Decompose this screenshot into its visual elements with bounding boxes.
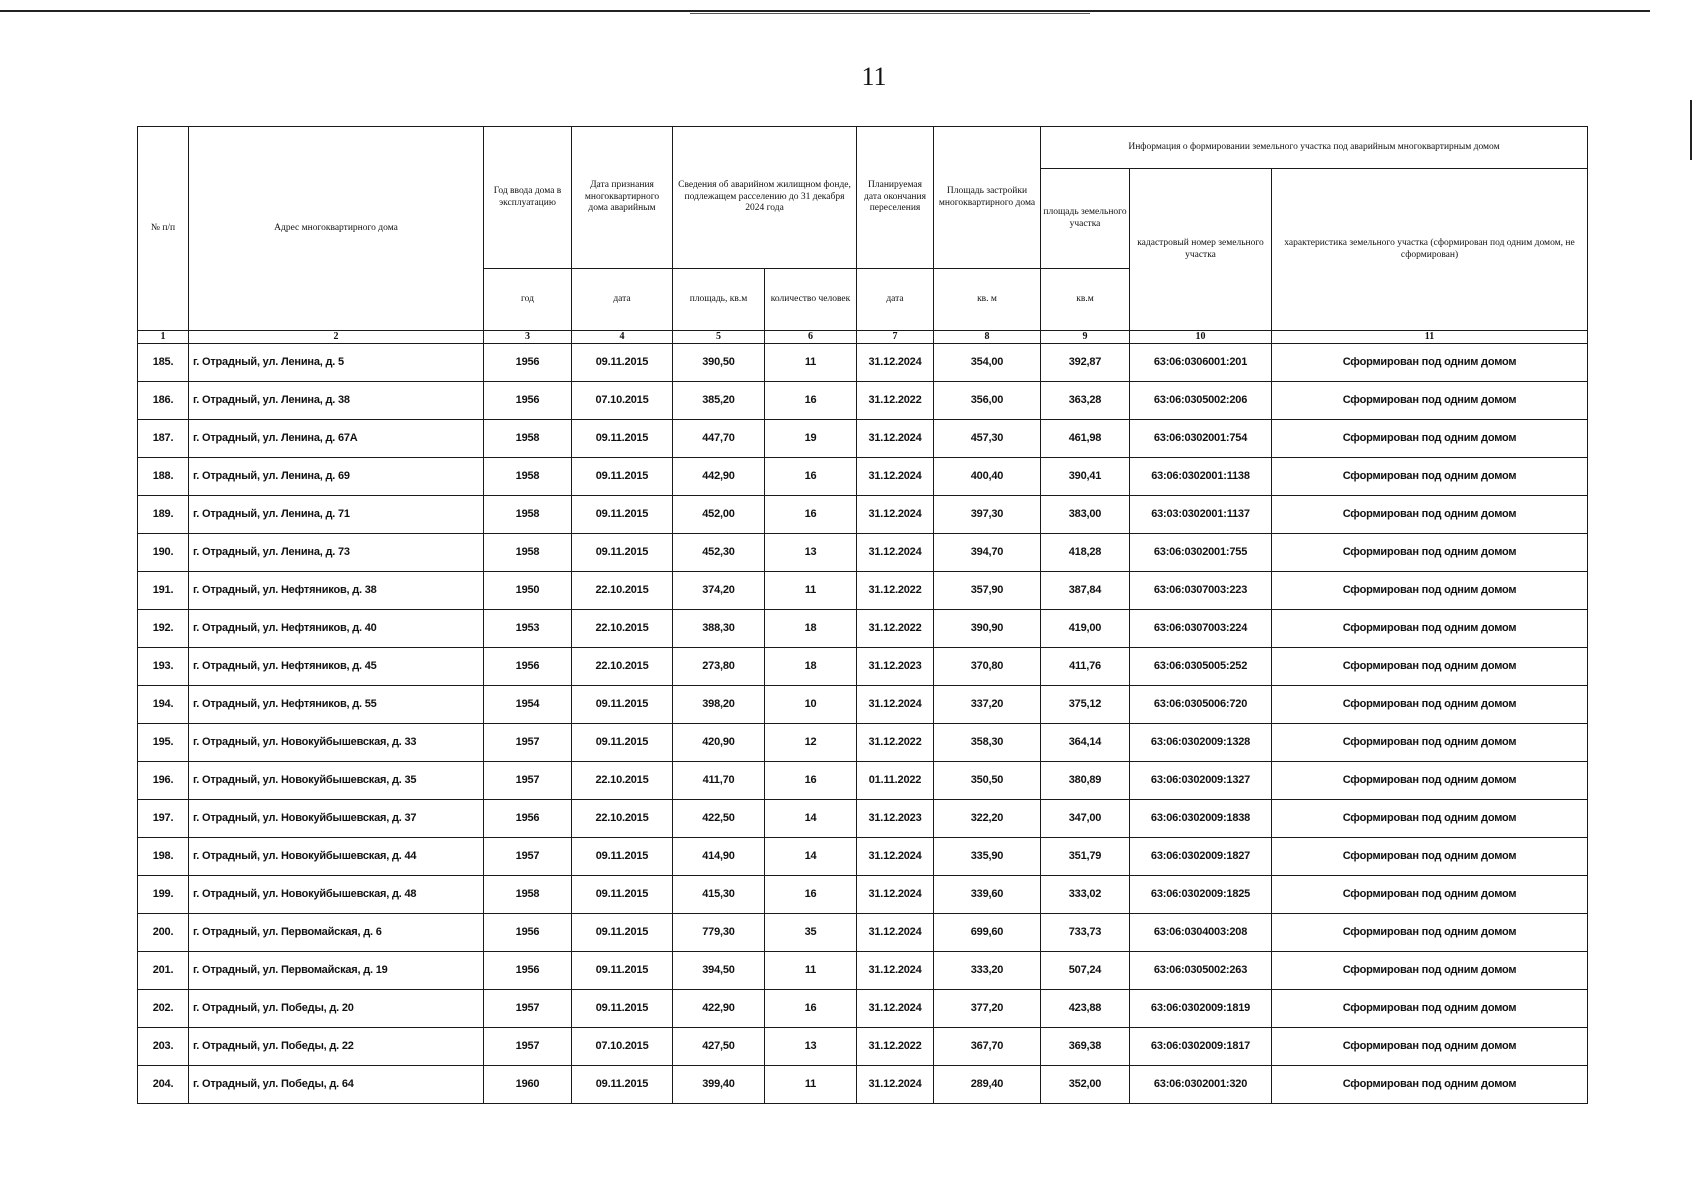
built-area-cell: 337,20 [934, 686, 1041, 724]
recognition-date-cell: 09.11.2015 [572, 496, 673, 534]
emergency-housing-table [137, 126, 1588, 1104]
year-cell: 1956 [484, 914, 572, 952]
table-row [138, 1066, 1588, 1104]
address-cell: г. Отрадный, ул. Нефтяников, д. 55 [189, 686, 484, 724]
people-count-cell: 14 [765, 800, 857, 838]
table-row [138, 724, 1588, 762]
planned-date-cell: 31.12.2024 [857, 990, 934, 1028]
planned-date-cell: 31.12.2024 [857, 952, 934, 990]
row-number: 185. [138, 344, 189, 382]
unit-area: площадь, кв.м [673, 269, 765, 331]
land-status-cell: Сформирован под одним домом [1272, 762, 1588, 800]
year-cell: 1956 [484, 344, 572, 382]
year-cell: 1958 [484, 458, 572, 496]
planned-date-cell: 31.12.2023 [857, 800, 934, 838]
address-cell: г. Отрадный, ул. Первомайская, д. 6 [189, 914, 484, 952]
recognition-date-cell: 09.11.2015 [572, 838, 673, 876]
unit-date: дата [572, 269, 673, 331]
cadastral-number-cell: 63:06:0307003:224 [1130, 610, 1272, 648]
row-number: 187. [138, 420, 189, 458]
people-count-cell: 11 [765, 952, 857, 990]
recognition-date-cell: 09.11.2015 [572, 990, 673, 1028]
land-status-cell: Сформирован под одним домом [1272, 1066, 1588, 1104]
column-number: 4 [572, 331, 673, 344]
built-area-cell: 377,20 [934, 990, 1041, 1028]
land-status-cell: Сформирован под одним домом [1272, 876, 1588, 914]
column-number: 2 [189, 331, 484, 344]
header-row-no: № п/п [138, 127, 189, 331]
cadastral-number-cell: 63:06:0305006:720 [1130, 686, 1272, 724]
scan-binding-mark [1690, 100, 1692, 160]
address-cell: г. Отрадный, ул. Ленина, д. 71 [189, 496, 484, 534]
recognition-date-cell: 22.10.2015 [572, 610, 673, 648]
planned-date-cell: 31.12.2024 [857, 344, 934, 382]
year-cell: 1957 [484, 838, 572, 876]
row-number: 199. [138, 876, 189, 914]
table-row [138, 952, 1588, 990]
column-number: 7 [857, 331, 934, 344]
people-count-cell: 19 [765, 420, 857, 458]
area-cell: 422,50 [673, 800, 765, 838]
table-row [138, 914, 1588, 952]
area-cell: 452,30 [673, 534, 765, 572]
address-cell: г. Отрадный, ул. Победы, д. 20 [189, 990, 484, 1028]
table-row [138, 876, 1588, 914]
header-emergency-fund: Сведения об аварийном жилищном фонде, подлежащем расселению до 31 декабря 2024 года [673, 127, 857, 269]
table-row [138, 572, 1588, 610]
year-cell: 1957 [484, 1028, 572, 1066]
recognition-date-cell: 09.11.2015 [572, 724, 673, 762]
planned-date-cell: 01.11.2022 [857, 762, 934, 800]
cadastral-number-cell: 63:06:0302001:320 [1130, 1066, 1272, 1104]
land-area-cell: 392,87 [1041, 344, 1130, 382]
address-cell: г. Отрадный, ул. Ленина, д. 67А [189, 420, 484, 458]
built-area-cell: 357,90 [934, 572, 1041, 610]
area-cell: 442,90 [673, 458, 765, 496]
recognition-date-cell: 22.10.2015 [572, 800, 673, 838]
year-cell: 1956 [484, 800, 572, 838]
built-area-cell: 394,70 [934, 534, 1041, 572]
people-count-cell: 11 [765, 1066, 857, 1104]
row-number: 191. [138, 572, 189, 610]
land-status-cell: Сформирован под одним домом [1272, 1028, 1588, 1066]
area-cell: 414,90 [673, 838, 765, 876]
scan-top-rule [0, 10, 1650, 12]
row-number: 196. [138, 762, 189, 800]
address-cell: г. Отрадный, ул. Первомайская, д. 19 [189, 952, 484, 990]
column-number: 11 [1272, 331, 1588, 344]
address-cell: г. Отрадный, ул. Ленина, д. 73 [189, 534, 484, 572]
address-cell: г. Отрадный, ул. Новокуйбышевская, д. 48 [189, 876, 484, 914]
cadastral-number-cell: 63:06:0302009:1838 [1130, 800, 1272, 838]
address-cell: г. Отрадный, ул. Новокуйбышевская, д. 35 [189, 762, 484, 800]
land-status-cell: Сформирован под одним домом [1272, 990, 1588, 1028]
table-row [138, 458, 1588, 496]
land-area-cell: 418,28 [1041, 534, 1130, 572]
header-recognition-date: Дата признания многоквартирного дома аварийным [572, 127, 673, 269]
recognition-date-cell: 09.11.2015 [572, 952, 673, 990]
planned-date-cell: 31.12.2022 [857, 610, 934, 648]
address-cell: г. Отрадный, ул. Ленина, д. 5 [189, 344, 484, 382]
land-status-cell: Сформирован под одним домом [1272, 648, 1588, 686]
year-cell: 1958 [484, 420, 572, 458]
people-count-cell: 16 [765, 990, 857, 1028]
recognition-date-cell: 22.10.2015 [572, 648, 673, 686]
header-cadastral: кадастровый номер земельного участка [1130, 169, 1272, 331]
row-number: 198. [138, 838, 189, 876]
table-row [138, 610, 1588, 648]
built-area-cell: 356,00 [934, 382, 1041, 420]
row-number: 193. [138, 648, 189, 686]
table-row [138, 800, 1588, 838]
land-area-cell: 363,28 [1041, 382, 1130, 420]
address-cell: г. Отрадный, ул. Ленина, д. 38 [189, 382, 484, 420]
land-area-cell: 419,00 [1041, 610, 1130, 648]
built-area-cell: 397,30 [934, 496, 1041, 534]
recognition-date-cell: 22.10.2015 [572, 762, 673, 800]
built-area-cell: 699,60 [934, 914, 1041, 952]
planned-date-cell: 31.12.2024 [857, 496, 934, 534]
cadastral-number-cell: 63:06:0305005:252 [1130, 648, 1272, 686]
scan-top-rule-secondary [690, 13, 1090, 14]
planned-date-cell: 31.12.2022 [857, 382, 934, 420]
land-status-cell: Сформирован под одним домом [1272, 344, 1588, 382]
land-area-cell: 733,73 [1041, 914, 1130, 952]
header-year-commissioned: Год ввода дома в эксплуатацию [484, 127, 572, 269]
address-cell: г. Отрадный, ул. Новокуйбышевская, д. 37 [189, 800, 484, 838]
cadastral-number-cell: 63:06:0302009:1825 [1130, 876, 1272, 914]
address-cell: г. Отрадный, ул. Новокуйбышевская, д. 33 [189, 724, 484, 762]
recognition-date-cell: 09.11.2015 [572, 458, 673, 496]
cadastral-number-cell: 63:06:0305002:206 [1130, 382, 1272, 420]
column-number: 6 [765, 331, 857, 344]
cadastral-number-cell: 63:06:0306001:201 [1130, 344, 1272, 382]
recognition-date-cell: 22.10.2015 [572, 572, 673, 610]
people-count-cell: 18 [765, 648, 857, 686]
built-area-cell: 335,90 [934, 838, 1041, 876]
row-number: 203. [138, 1028, 189, 1066]
planned-date-cell: 31.12.2022 [857, 724, 934, 762]
column-number: 9 [1041, 331, 1130, 344]
unit-people: количество человек [765, 269, 857, 331]
year-cell: 1956 [484, 648, 572, 686]
built-area-cell: 322,20 [934, 800, 1041, 838]
built-area-cell: 400,40 [934, 458, 1041, 496]
people-count-cell: 11 [765, 572, 857, 610]
built-area-cell: 333,20 [934, 952, 1041, 990]
cadastral-number-cell: 63:06:0302009:1327 [1130, 762, 1272, 800]
recognition-date-cell: 09.11.2015 [572, 420, 673, 458]
area-cell: 390,50 [673, 344, 765, 382]
land-area-cell: 352,00 [1041, 1066, 1130, 1104]
unit-date: дата [857, 269, 934, 331]
header-address: Адрес многоквартирного дома [189, 127, 484, 331]
built-area-cell: 289,40 [934, 1066, 1041, 1104]
cadastral-number-cell: 63:06:0302009:1817 [1130, 1028, 1272, 1066]
land-area-cell: 423,88 [1041, 990, 1130, 1028]
unit-land-sqm: кв.м [1041, 269, 1130, 331]
year-cell: 1953 [484, 610, 572, 648]
header-land-area: площадь земельного участка [1041, 169, 1130, 269]
year-cell: 1957 [484, 762, 572, 800]
recognition-date-cell: 09.11.2015 [572, 1066, 673, 1104]
land-status-cell: Сформирован под одним домом [1272, 610, 1588, 648]
planned-date-cell: 31.12.2024 [857, 458, 934, 496]
table-row [138, 1028, 1588, 1066]
recognition-date-cell: 07.10.2015 [572, 1028, 673, 1066]
address-cell: г. Отрадный, ул. Победы, д. 22 [189, 1028, 484, 1066]
column-number: 10 [1130, 331, 1272, 344]
column-number: 8 [934, 331, 1041, 344]
header-built-area: Площадь застройки многоквартирного дома [934, 127, 1041, 269]
area-cell: 388,30 [673, 610, 765, 648]
year-cell: 1956 [484, 382, 572, 420]
table-row [138, 686, 1588, 724]
year-cell: 1958 [484, 496, 572, 534]
people-count-cell: 11 [765, 344, 857, 382]
year-cell: 1960 [484, 1066, 572, 1104]
year-cell: 1957 [484, 724, 572, 762]
address-cell: г. Отрадный, ул. Победы, д. 64 [189, 1066, 484, 1104]
table-row [138, 990, 1588, 1028]
land-status-cell: Сформирован под одним домом [1272, 914, 1588, 952]
land-area-cell: 347,00 [1041, 800, 1130, 838]
year-cell: 1950 [484, 572, 572, 610]
land-area-cell: 351,79 [1041, 838, 1130, 876]
land-area-cell: 387,84 [1041, 572, 1130, 610]
cadastral-number-cell: 63:06:0305002:263 [1130, 952, 1272, 990]
recognition-date-cell: 07.10.2015 [572, 382, 673, 420]
row-number: 190. [138, 534, 189, 572]
planned-date-cell: 31.12.2024 [857, 420, 934, 458]
recognition-date-cell: 09.11.2015 [572, 534, 673, 572]
table-row [138, 420, 1588, 458]
built-area-cell: 457,30 [934, 420, 1041, 458]
people-count-cell: 14 [765, 838, 857, 876]
people-count-cell: 18 [765, 610, 857, 648]
header-land-char: характеристика земельного участка (сформирован под одним домом, не сформирован) [1272, 169, 1588, 331]
year-cell: 1958 [484, 876, 572, 914]
people-count-cell: 12 [765, 724, 857, 762]
land-status-cell: Сформирован под одним домом [1272, 838, 1588, 876]
land-area-cell: 369,38 [1041, 1028, 1130, 1066]
row-number: 194. [138, 686, 189, 724]
year-cell: 1956 [484, 952, 572, 990]
area-cell: 394,50 [673, 952, 765, 990]
planned-date-cell: 31.12.2024 [857, 534, 934, 572]
unit-sqm: кв. м [934, 269, 1041, 331]
table-row [138, 762, 1588, 800]
address-cell: г. Отрадный, ул. Новокуйбышевская, д. 44 [189, 838, 484, 876]
row-number: 202. [138, 990, 189, 1028]
table-row [138, 648, 1588, 686]
cadastral-number-cell: 63:06:0302001:754 [1130, 420, 1272, 458]
planned-date-cell: 31.12.2024 [857, 1066, 934, 1104]
row-number: 195. [138, 724, 189, 762]
planned-date-cell: 31.12.2024 [857, 838, 934, 876]
address-cell: г. Отрадный, ул. Нефтяников, д. 40 [189, 610, 484, 648]
year-cell: 1958 [484, 534, 572, 572]
land-area-cell: 333,02 [1041, 876, 1130, 914]
recognition-date-cell: 09.11.2015 [572, 686, 673, 724]
people-count-cell: 13 [765, 1028, 857, 1066]
unit-year: год [484, 269, 572, 331]
year-cell: 1957 [484, 990, 572, 1028]
land-area-cell: 364,14 [1041, 724, 1130, 762]
land-status-cell: Сформирован под одним домом [1272, 458, 1588, 496]
address-cell: г. Отрадный, ул. Нефтяников, д. 45 [189, 648, 484, 686]
planned-date-cell: 31.12.2024 [857, 686, 934, 724]
land-status-cell: Сформирован под одним домом [1272, 420, 1588, 458]
area-cell: 415,30 [673, 876, 765, 914]
area-cell: 452,00 [673, 496, 765, 534]
header-planned-date: Планируемая дата окончания переселения [857, 127, 934, 269]
row-number: 188. [138, 458, 189, 496]
cadastral-number-cell: 63:06:0302009:1827 [1130, 838, 1272, 876]
area-cell: 427,50 [673, 1028, 765, 1066]
row-number: 201. [138, 952, 189, 990]
people-count-cell: 16 [765, 382, 857, 420]
table-row [138, 838, 1588, 876]
built-area-cell: 350,50 [934, 762, 1041, 800]
people-count-cell: 16 [765, 496, 857, 534]
area-cell: 385,20 [673, 382, 765, 420]
land-status-cell: Сформирован под одним домом [1272, 496, 1588, 534]
recognition-date-cell: 09.11.2015 [572, 344, 673, 382]
land-status-cell: Сформирован под одним домом [1272, 952, 1588, 990]
cadastral-number-cell: 63:06:0304003:208 [1130, 914, 1272, 952]
table-row [138, 344, 1588, 382]
people-count-cell: 16 [765, 876, 857, 914]
table-row [138, 382, 1588, 420]
year-cell: 1954 [484, 686, 572, 724]
row-number: 186. [138, 382, 189, 420]
row-number: 192. [138, 610, 189, 648]
column-number: 5 [673, 331, 765, 344]
row-number: 204. [138, 1066, 189, 1104]
land-area-cell: 390,41 [1041, 458, 1130, 496]
land-status-cell: Сформирован под одним домом [1272, 382, 1588, 420]
built-area-cell: 358,30 [934, 724, 1041, 762]
table-row [138, 534, 1588, 572]
row-number: 189. [138, 496, 189, 534]
page-number: 11 [861, 62, 887, 91]
land-status-cell: Сформирован под одним домом [1272, 534, 1588, 572]
column-number: 1 [138, 331, 189, 344]
land-area-cell: 411,76 [1041, 648, 1130, 686]
table-row [138, 496, 1588, 534]
cadastral-number-cell: 63:06:0302001:755 [1130, 534, 1272, 572]
cadastral-number-cell: 63:03:0302001:1137 [1130, 496, 1272, 534]
land-area-cell: 383,00 [1041, 496, 1130, 534]
people-count-cell: 13 [765, 534, 857, 572]
recognition-date-cell: 09.11.2015 [572, 876, 673, 914]
area-cell: 273,80 [673, 648, 765, 686]
land-area-cell: 507,24 [1041, 952, 1130, 990]
area-cell: 420,90 [673, 724, 765, 762]
planned-date-cell: 31.12.2022 [857, 572, 934, 610]
built-area-cell: 390,90 [934, 610, 1041, 648]
address-cell: г. Отрадный, ул. Ленина, д. 69 [189, 458, 484, 496]
column-number: 3 [484, 331, 572, 344]
land-area-cell: 380,89 [1041, 762, 1130, 800]
land-area-cell: 461,98 [1041, 420, 1130, 458]
planned-date-cell: 31.12.2024 [857, 914, 934, 952]
header-land-info: Информация о формировании земельного участка под аварийным многоквартирным домом [1041, 127, 1588, 169]
land-status-cell: Сформирован под одним домом [1272, 572, 1588, 610]
planned-date-cell: 31.12.2024 [857, 876, 934, 914]
built-area-cell: 367,70 [934, 1028, 1041, 1066]
area-cell: 374,20 [673, 572, 765, 610]
row-number: 197. [138, 800, 189, 838]
people-count-cell: 35 [765, 914, 857, 952]
built-area-cell: 339,60 [934, 876, 1041, 914]
land-area-cell: 375,12 [1041, 686, 1130, 724]
land-status-cell: Сформирован под одним домом [1272, 686, 1588, 724]
built-area-cell: 370,80 [934, 648, 1041, 686]
area-cell: 411,70 [673, 762, 765, 800]
built-area-cell: 354,00 [934, 344, 1041, 382]
area-cell: 447,70 [673, 420, 765, 458]
cadastral-number-cell: 63:06:0302001:1138 [1130, 458, 1272, 496]
people-count-cell: 10 [765, 686, 857, 724]
area-cell: 398,20 [673, 686, 765, 724]
address-cell: г. Отрадный, ул. Нефтяников, д. 38 [189, 572, 484, 610]
cadastral-number-cell: 63:06:0302009:1819 [1130, 990, 1272, 1028]
area-cell: 779,30 [673, 914, 765, 952]
planned-date-cell: 31.12.2022 [857, 1028, 934, 1066]
planned-date-cell: 31.12.2023 [857, 648, 934, 686]
column-number-row [138, 331, 1588, 344]
people-count-cell: 16 [765, 762, 857, 800]
people-count-cell: 16 [765, 458, 857, 496]
area-cell: 422,90 [673, 990, 765, 1028]
land-status-cell: Сформирован под одним домом [1272, 724, 1588, 762]
cadastral-number-cell: 63:06:0307003:223 [1130, 572, 1272, 610]
land-status-cell: Сформирован под одним домом [1272, 800, 1588, 838]
row-number: 200. [138, 914, 189, 952]
area-cell: 399,40 [673, 1066, 765, 1104]
cadastral-number-cell: 63:06:0302009:1328 [1130, 724, 1272, 762]
recognition-date-cell: 09.11.2015 [572, 914, 673, 952]
